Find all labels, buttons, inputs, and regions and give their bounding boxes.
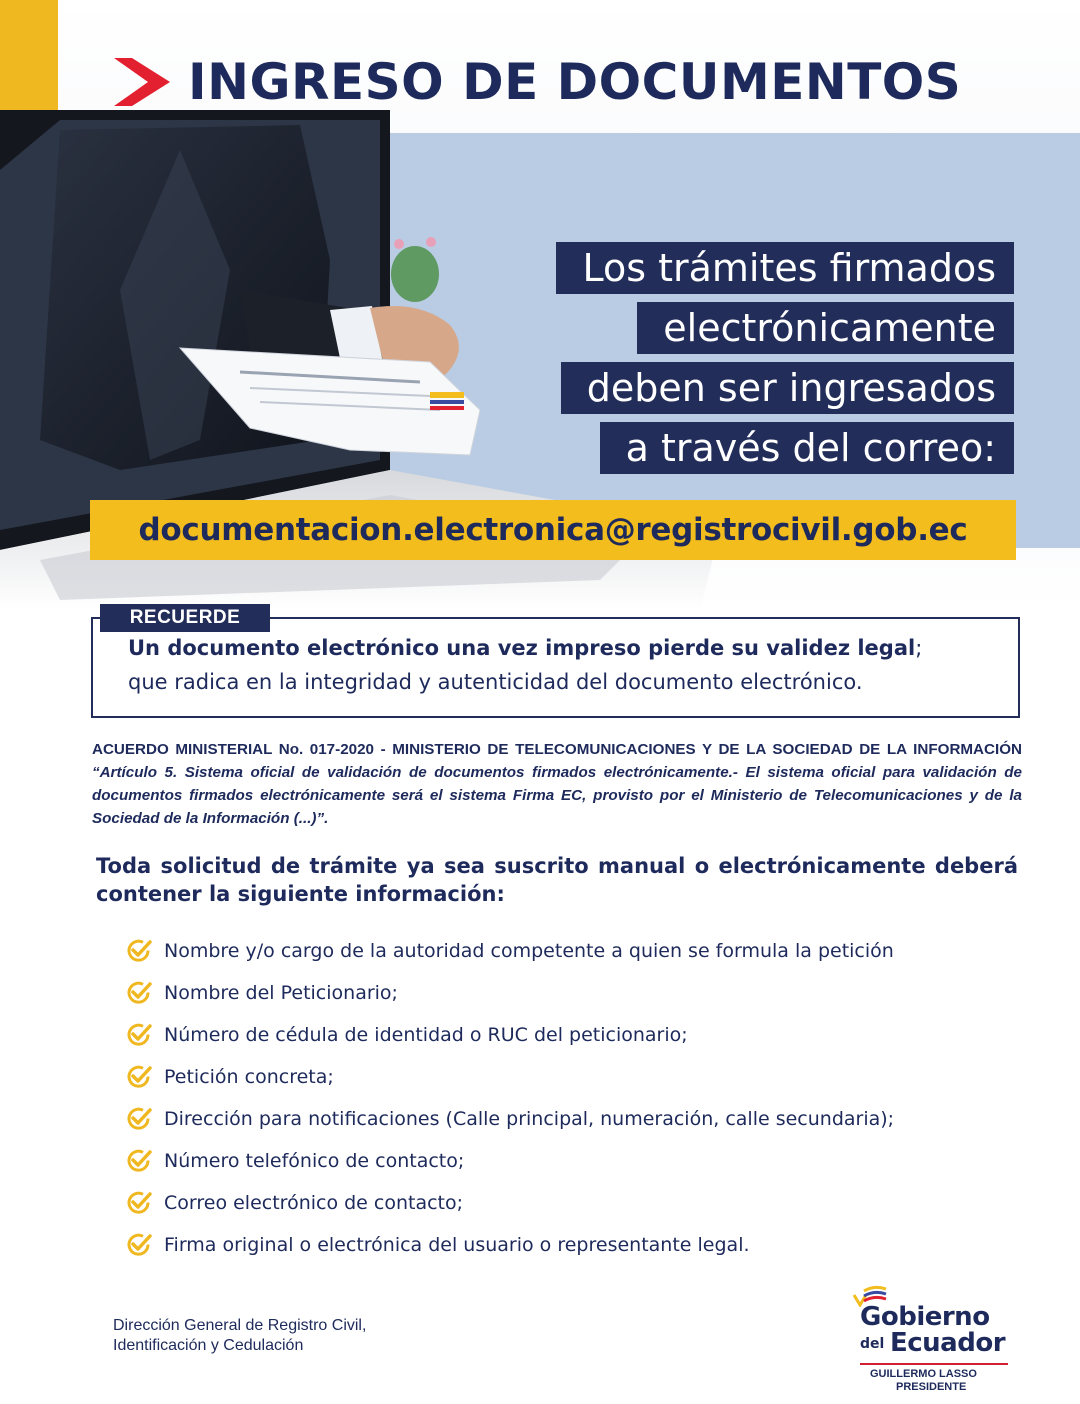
recuerde-line-2: que radica en la integridad y autenticidad del documento electrónico. bbox=[128, 670, 863, 694]
headline-line-3: deben ser ingresados bbox=[561, 362, 1014, 414]
check-circle-icon bbox=[126, 1232, 152, 1258]
list-item bbox=[126, 1056, 894, 1098]
email-address-link[interactable]: documentacion.electronica@registrocivil.gob.ec bbox=[138, 512, 968, 548]
list-item bbox=[126, 1140, 894, 1182]
list-item bbox=[126, 1182, 894, 1224]
recuerde-semicolon: ; bbox=[915, 636, 923, 660]
recuerde-box bbox=[91, 617, 1020, 718]
check-circle-icon bbox=[126, 938, 152, 964]
page-title: INGRESO DE DOCUMENTOS bbox=[188, 53, 962, 111]
logo-line-2-small: del bbox=[860, 1336, 885, 1352]
logo-divider bbox=[860, 1363, 1008, 1365]
acuerdo-heading: ACUERDO MINISTERIAL No. 017-2020 - MINISTERIO DE TELECOMUNICACIONES Y DE LA SOCIEDAD DE LA INFORMACIÓN bbox=[92, 741, 1022, 758]
list-item-text: Nombre del Peticionario; bbox=[164, 982, 398, 1004]
list-item-text: Número de cédula de identidad o RUC del peticionario; bbox=[164, 1024, 688, 1046]
logo-president-title: PRESIDENTE bbox=[896, 1381, 967, 1393]
red-chevron-right-icon bbox=[110, 52, 174, 112]
list-item bbox=[126, 1098, 894, 1140]
list-item-text: Firma original o electrónica del usuario o representante legal. bbox=[164, 1234, 750, 1256]
recuerde-tag: RECUERDE bbox=[100, 604, 270, 632]
list-item-text: Número telefónico de contacto; bbox=[164, 1150, 465, 1172]
headline-line-1: Los trámites firmados bbox=[556, 242, 1014, 294]
list-item bbox=[126, 1014, 894, 1056]
requirements-intro: Toda solicitud de trámite ya sea suscrito manual o electrónicamente deberá contener la siguiente información: bbox=[96, 854, 1018, 906]
check-circle-icon bbox=[126, 1106, 152, 1132]
acuerdo-quote: “Artículo 5. Sistema oficial de validación de documentos firmados electrónicamente.- El sistema oficial para validación de documentos firmados electrónicamente será el sistema Firma EC, provisto por el Ministerio de Telecomunicaciones y de la Sociedad de la Información (...)”. bbox=[92, 764, 1022, 827]
acuerdo-ministerial-paragraph bbox=[92, 738, 1022, 830]
agency-line-1: Dirección General de Registro Civil, bbox=[113, 1317, 367, 1334]
check-circle-icon bbox=[126, 1064, 152, 1090]
list-item bbox=[126, 972, 894, 1014]
list-item bbox=[126, 930, 894, 972]
agency-line-2: Identificación y Cedulación bbox=[113, 1337, 304, 1354]
logo-line-2-big: Ecuador bbox=[890, 1328, 1006, 1358]
page-header bbox=[110, 52, 961, 112]
logo-president-name: GUILLERMO LASSO bbox=[870, 1368, 977, 1380]
headline-line-2: electrónicamente bbox=[637, 302, 1014, 354]
list-item-text: Nombre y/o cargo de la autoridad competente a quien se formula la petición bbox=[164, 940, 894, 962]
headline-line-4: a través del correo: bbox=[600, 422, 1014, 474]
list-item bbox=[126, 1224, 894, 1266]
check-circle-icon bbox=[126, 980, 152, 1006]
check-circle-icon bbox=[126, 1022, 152, 1048]
requirements-list bbox=[126, 930, 894, 1266]
headline-block bbox=[556, 242, 1014, 474]
cactus-decoration bbox=[385, 232, 445, 302]
list-item-text: Petición concreta; bbox=[164, 1066, 334, 1088]
list-item-text: Correo electrónico de contacto; bbox=[164, 1192, 464, 1214]
check-circle-icon bbox=[126, 1190, 152, 1216]
gobierno-ecuador-logo bbox=[850, 1283, 1010, 1393]
recuerde-bold-text: Un documento electrónico una vez impreso pierde su validez legal bbox=[128, 636, 916, 660]
logo-line-1: Gobierno bbox=[860, 1302, 990, 1332]
recuerde-line-1 bbox=[128, 636, 922, 660]
email-banner bbox=[90, 500, 1016, 560]
check-circle-icon bbox=[126, 1148, 152, 1174]
agency-name bbox=[113, 1316, 366, 1356]
list-item-text: Dirección para notificaciones (Calle principal, numeración, calle secundaria); bbox=[164, 1108, 895, 1130]
